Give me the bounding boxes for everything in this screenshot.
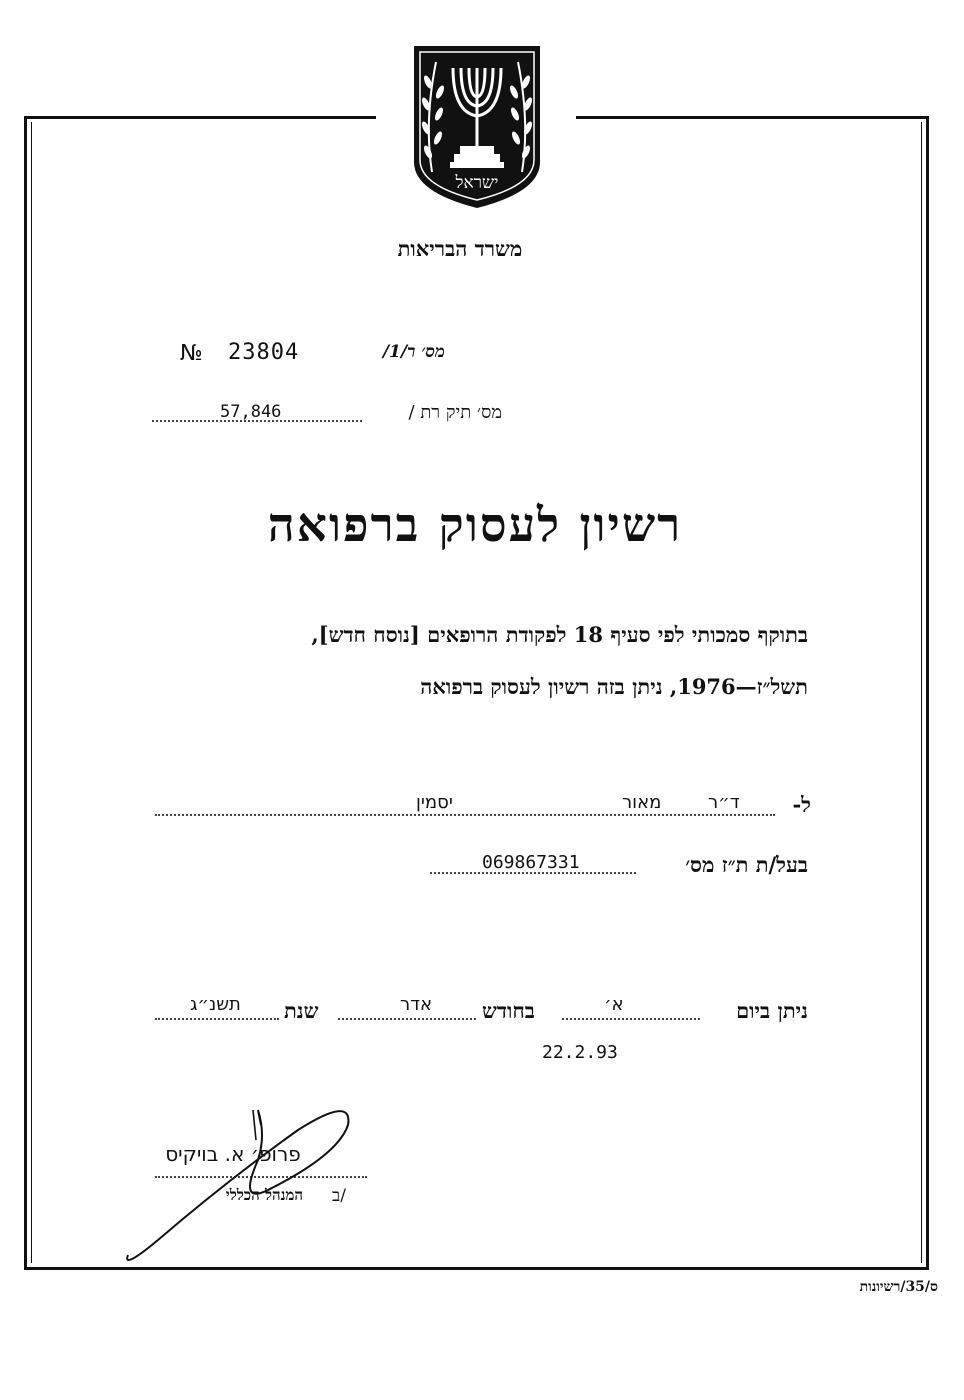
recipient-label: ל- [792, 792, 811, 817]
gregorian-date: 22.2.93 [542, 1042, 618, 1063]
issued-month: אדר [400, 994, 433, 1015]
issued-day: א׳ [604, 994, 624, 1015]
recipient-line [155, 814, 775, 816]
form-code: ס/35/רשיונות [859, 1279, 938, 1295]
frame-left [24, 116, 27, 1270]
recipient-first-name: מאור [622, 792, 662, 813]
signatory-name: פרופ׳ א. בויקיס [165, 1142, 301, 1166]
state-emblem-icon [410, 42, 544, 210]
recipient-last-name: יסמין [416, 792, 453, 813]
issued-day-line [562, 1018, 700, 1020]
issued-year: תשנ״ג [190, 994, 241, 1015]
serial-number: 23804 [228, 340, 300, 365]
body-line-2: תשל״ז—1976, ניתן בזה רשיון לעסוק ברפואה [420, 674, 808, 699]
frame-inner-right [921, 122, 922, 1263]
signatory-prefix: ב/ [332, 1186, 346, 1206]
serial-number-sign: № [180, 341, 203, 366]
issued-month-line [338, 1018, 476, 1020]
issued-day-label: ניתן ביום [736, 998, 808, 1023]
id-number: 069867331 [482, 852, 580, 873]
signature-icon [118, 1100, 368, 1270]
ministry-name: משרד הבריאות [397, 236, 523, 261]
frame-top-left [24, 116, 376, 119]
issued-year-label: שנת [284, 998, 319, 1023]
recipient-title: ד״ר [708, 792, 740, 813]
file-label: מס׳ תיק רת / [408, 402, 502, 423]
file-number: 57,846 [220, 402, 282, 422]
emblem-text: ישראל [455, 173, 499, 193]
body-line-1: בתוקף סמכותי לפי סעיף 18 לפקודת הרופאים [נוסח חדש], [311, 622, 808, 647]
frame-inner-left [31, 122, 32, 1263]
serial-label: מס׳ ר/1/ [382, 342, 445, 362]
signatory-title: המנהל הכללי [225, 1186, 303, 1204]
frame-right [926, 116, 929, 1270]
id-label: בעל/ת ת״ז מס׳ [685, 852, 808, 877]
issued-year-line [155, 1018, 279, 1020]
document-title: רשיון לעסוק ברפואה [267, 498, 683, 553]
issued-month-label: בחודש [482, 998, 535, 1023]
frame-top-right [576, 116, 928, 119]
